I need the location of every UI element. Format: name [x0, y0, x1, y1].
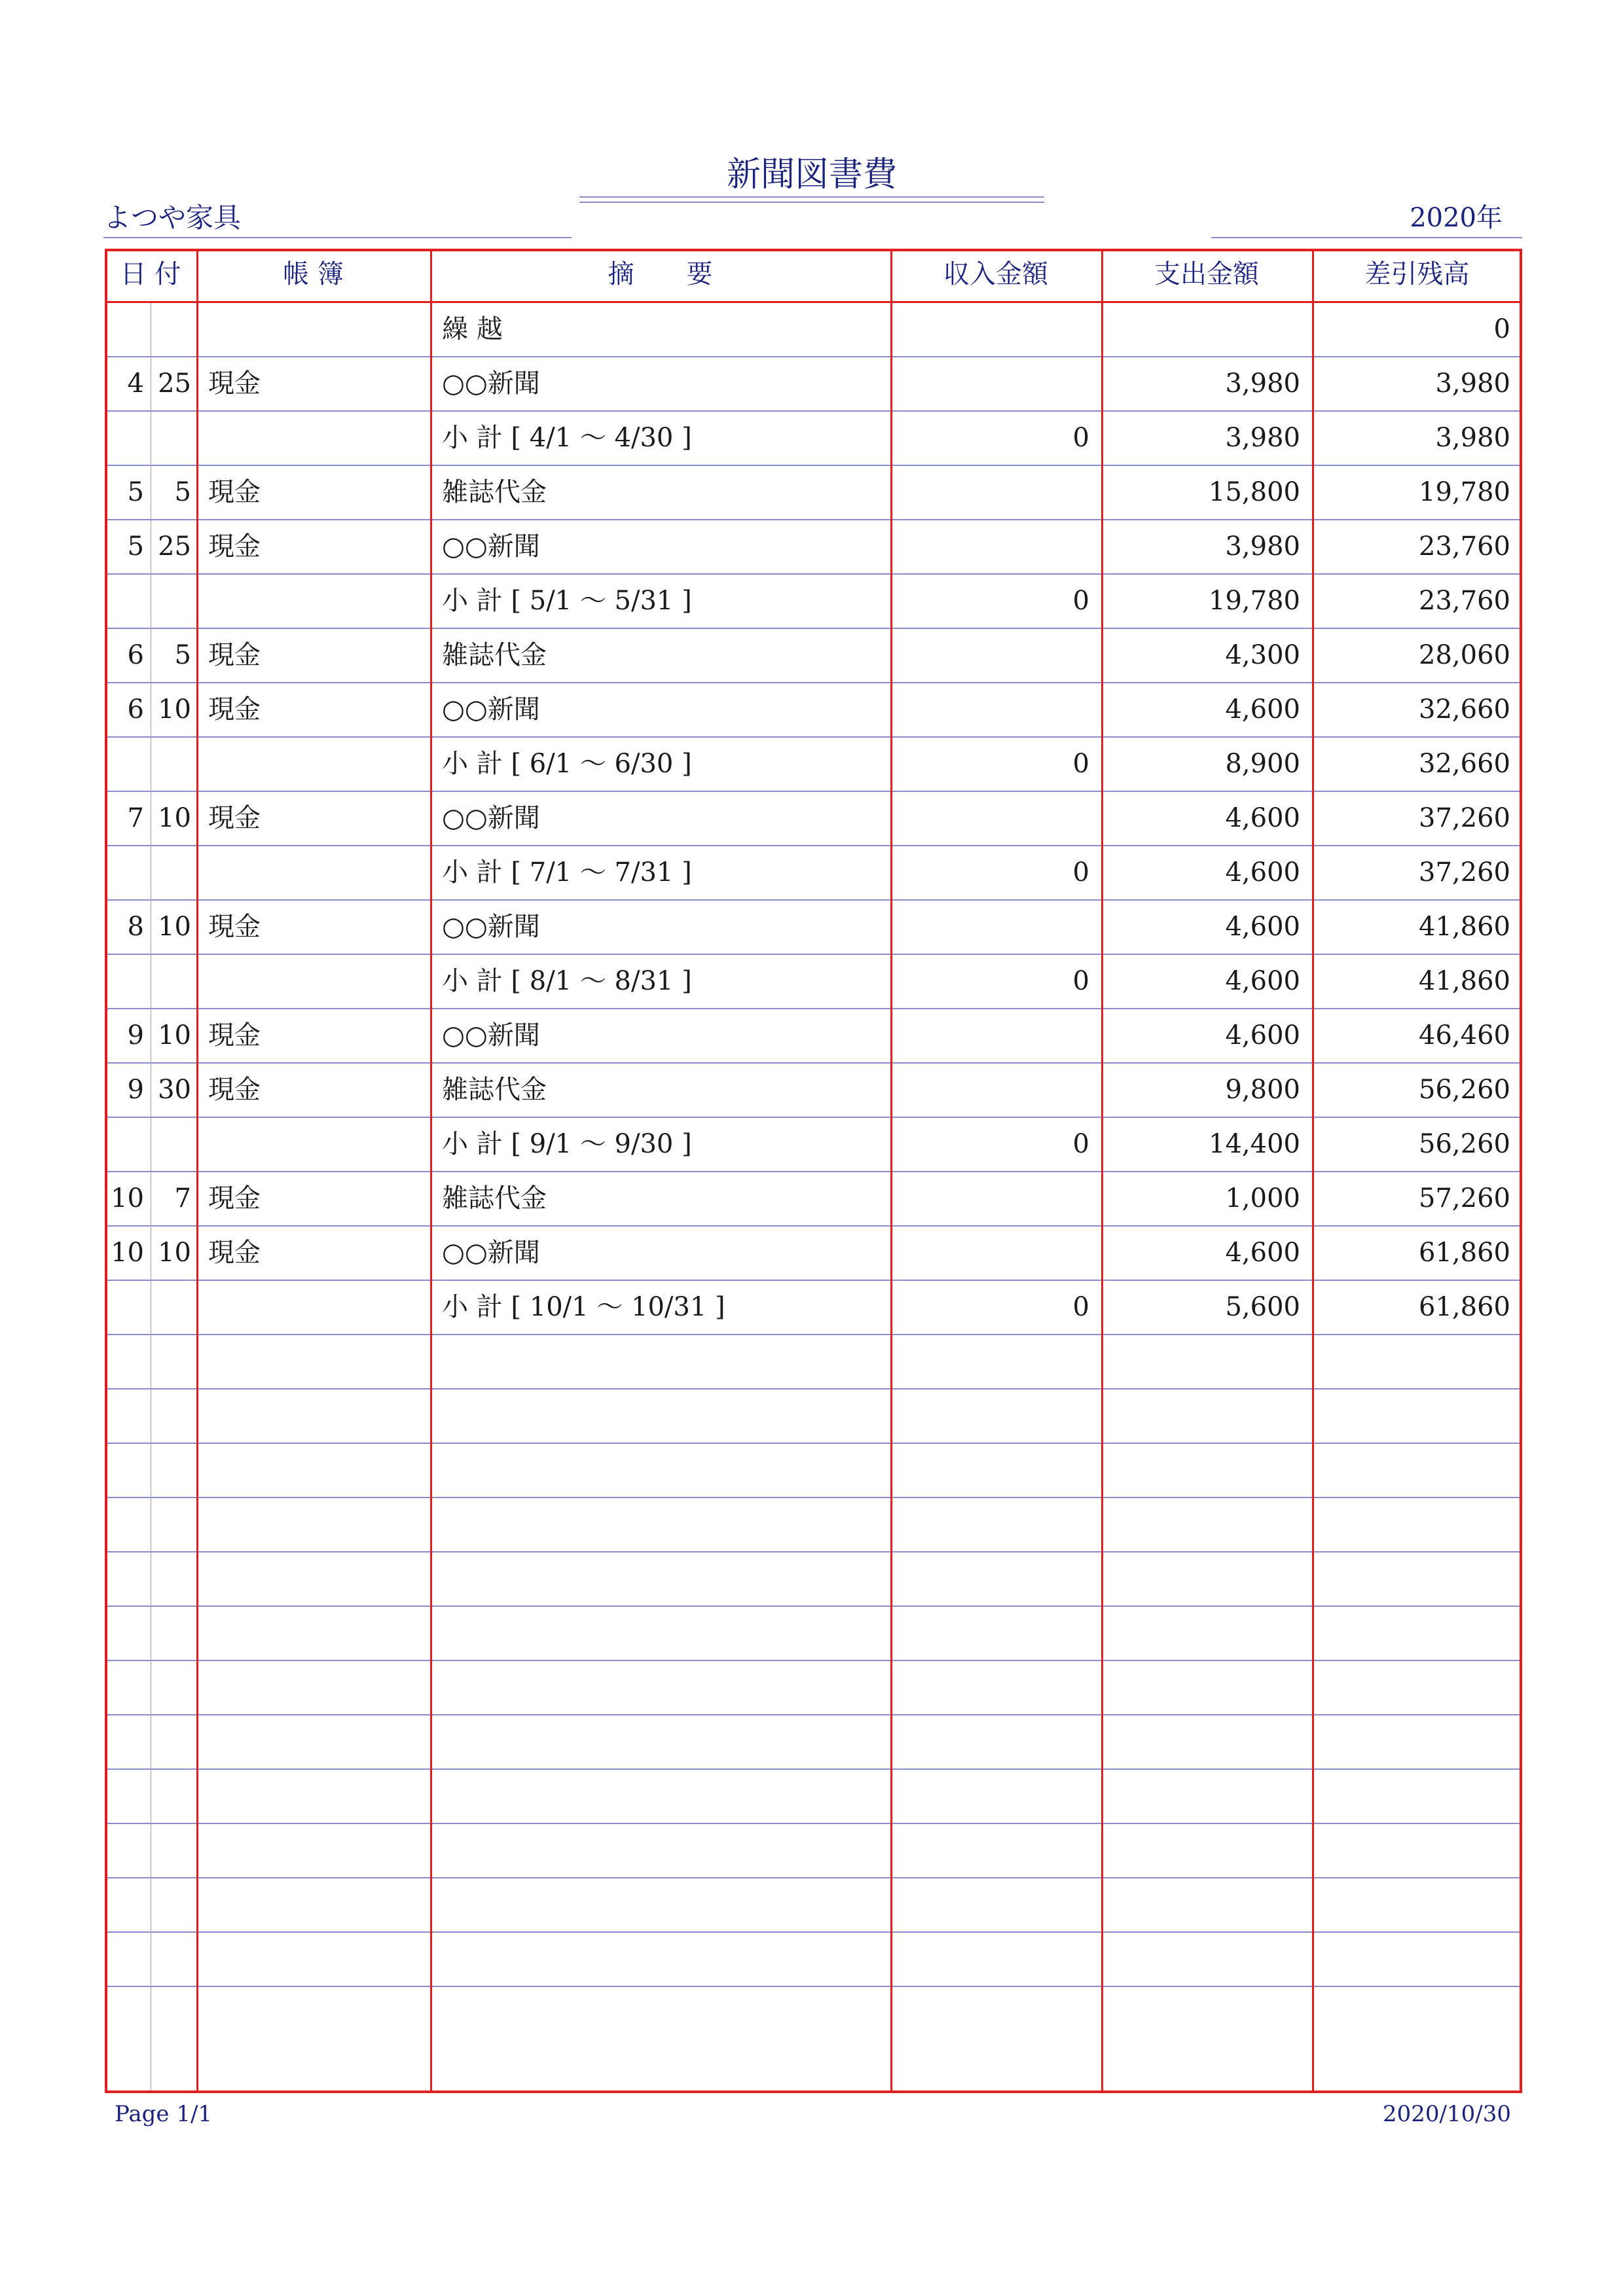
header-date: 日 付	[120, 259, 181, 289]
description-cell: ○○新聞	[442, 368, 540, 399]
company-name: よつや家具	[103, 202, 242, 234]
day-cell: 10	[158, 694, 191, 725]
page-title: 新聞図書費	[726, 155, 897, 194]
balance-cell: 57,260	[1419, 1183, 1510, 1213]
expense-cell: 4,600	[1225, 912, 1300, 942]
expense-cell: 4,600	[1225, 1020, 1300, 1050]
description-cell: ○○新聞	[442, 1020, 540, 1050]
expense-cell: 4,600	[1225, 857, 1300, 888]
day-cell: 25	[158, 531, 191, 562]
book-cell: 現金	[208, 1075, 261, 1105]
income-cell: 0	[1072, 1292, 1089, 1322]
balance-cell: 61,860	[1419, 1292, 1510, 1322]
title-underline	[579, 196, 1044, 198]
balance-cell: 41,860	[1419, 912, 1510, 942]
header-book: 帳 簿	[283, 259, 344, 289]
description-cell: 雑誌代金	[442, 1075, 547, 1105]
expense-cell: 5,600	[1225, 1292, 1300, 1322]
description-cell: ○○新聞	[442, 531, 540, 562]
book-cell: 現金	[208, 803, 261, 833]
day-cell: 10	[158, 803, 191, 833]
expense-cell: 3,980	[1225, 531, 1300, 562]
book-cell: 現金	[208, 1238, 261, 1268]
expense-cell: 4,600	[1225, 803, 1300, 833]
day-cell: 10	[158, 1238, 191, 1268]
day-cell: 7	[174, 1183, 191, 1213]
income-cell: 0	[1072, 1129, 1089, 1159]
description-cell: ○○新聞	[442, 694, 540, 725]
expense-cell: 4,600	[1225, 1238, 1300, 1268]
book-cell: 現金	[208, 477, 261, 507]
income-cell: 0	[1072, 586, 1089, 616]
balance-cell: 32,660	[1419, 749, 1510, 779]
company-underline	[103, 237, 572, 238]
day-cell: 25	[158, 368, 191, 399]
day-cell: 30	[158, 1075, 191, 1105]
balance-cell: 32,660	[1419, 694, 1510, 725]
balance-cell: 61,860	[1419, 1238, 1510, 1268]
description-cell: 雑誌代金	[442, 640, 547, 670]
description-cell: ○○新聞	[442, 912, 540, 942]
day-cell: 10	[158, 912, 191, 942]
expense-cell: 1,000	[1225, 1183, 1300, 1213]
book-cell: 現金	[208, 1183, 261, 1213]
expense-cell: 14,400	[1209, 1129, 1300, 1159]
month-cell: 8	[127, 912, 144, 942]
header-description: 摘 要	[608, 259, 713, 289]
balance-cell: 46,460	[1419, 1020, 1510, 1050]
expense-cell: 3,980	[1225, 423, 1300, 453]
balance-cell: 3,980	[1435, 423, 1510, 453]
balance-cell: 56,260	[1419, 1129, 1510, 1159]
balance-cell: 19,780	[1419, 477, 1510, 507]
income-cell: 0	[1072, 749, 1089, 779]
month-cell: 5	[127, 531, 144, 562]
expense-cell: 19,780	[1209, 586, 1300, 616]
table-frame	[105, 249, 1522, 2093]
month-cell: 9	[127, 1075, 144, 1105]
month-cell: 5	[127, 477, 144, 507]
header-expense: 支出金額	[1154, 259, 1259, 289]
income-cell: 0	[1072, 423, 1089, 453]
book-cell: 現金	[208, 640, 261, 670]
expense-cell: 9,800	[1225, 1075, 1300, 1105]
book-cell: 現金	[208, 368, 261, 399]
description-cell: 繰 越	[442, 314, 503, 344]
description-cell: 雑誌代金	[442, 477, 547, 507]
description-cell: 小 計 [ 7/1 ～ 7/31 ]	[442, 857, 692, 888]
month-cell: 9	[127, 1020, 144, 1050]
balance-cell: 41,860	[1419, 966, 1510, 996]
balance-cell: 0	[1493, 314, 1510, 344]
description-cell: 小 計 [ 5/1 ～ 5/31 ]	[442, 586, 692, 616]
description-cell: 小 計 [ 9/1 ～ 9/30 ]	[442, 1129, 692, 1159]
expense-cell: 4,600	[1225, 694, 1300, 725]
expense-cell: 4,600	[1225, 966, 1300, 996]
balance-cell: 56,260	[1419, 1075, 1510, 1105]
expense-cell: 8,900	[1225, 749, 1300, 779]
day-cell: 5	[174, 477, 191, 507]
balance-cell: 23,760	[1419, 586, 1510, 616]
balance-cell: 28,060	[1419, 640, 1510, 670]
year-underline	[1211, 237, 1522, 238]
book-cell: 現金	[208, 912, 261, 942]
month-cell: 10	[111, 1183, 144, 1213]
page-number: Page 1/1	[115, 2101, 213, 2127]
balance-cell: 37,260	[1419, 803, 1510, 833]
book-cell: 現金	[208, 694, 261, 725]
book-cell: 現金	[208, 1020, 261, 1050]
income-cell: 0	[1072, 857, 1089, 888]
expense-cell: 4,300	[1225, 640, 1300, 670]
description-cell: 小 計 [ 10/1 ～ 10/31 ]	[442, 1292, 725, 1322]
ledger-table	[105, 249, 1522, 2093]
balance-cell: 3,980	[1435, 368, 1510, 399]
fiscal-year: 2020年	[1410, 203, 1503, 233]
book-cell: 現金	[208, 531, 261, 562]
print-date: 2020/10/30	[1383, 2101, 1511, 2127]
month-cell: 10	[111, 1238, 144, 1268]
description-cell: ○○新聞	[442, 1238, 540, 1268]
description-cell: 雑誌代金	[442, 1183, 547, 1213]
description-cell: 小 計 [ 4/1 ～ 4/30 ]	[442, 423, 692, 453]
month-cell: 7	[127, 803, 144, 833]
title-underline-double	[579, 202, 1044, 203]
description-cell: 小 計 [ 6/1 ～ 6/30 ]	[442, 749, 692, 779]
description-cell: 小 計 [ 8/1 ～ 8/31 ]	[442, 966, 692, 996]
month-cell: 6	[127, 694, 144, 725]
balance-cell: 37,260	[1419, 857, 1510, 888]
expense-cell: 3,980	[1225, 368, 1300, 399]
month-cell: 4	[127, 368, 144, 399]
day-cell: 10	[158, 1020, 191, 1050]
day-cell: 5	[174, 640, 191, 670]
income-cell: 0	[1072, 966, 1089, 996]
description-cell: ○○新聞	[442, 803, 540, 833]
expense-cell: 15,800	[1209, 477, 1300, 507]
balance-cell: 23,760	[1419, 531, 1510, 562]
header-balance: 差引残高	[1364, 259, 1470, 289]
header-income: 収入金額	[943, 259, 1048, 289]
month-cell: 6	[127, 640, 144, 670]
